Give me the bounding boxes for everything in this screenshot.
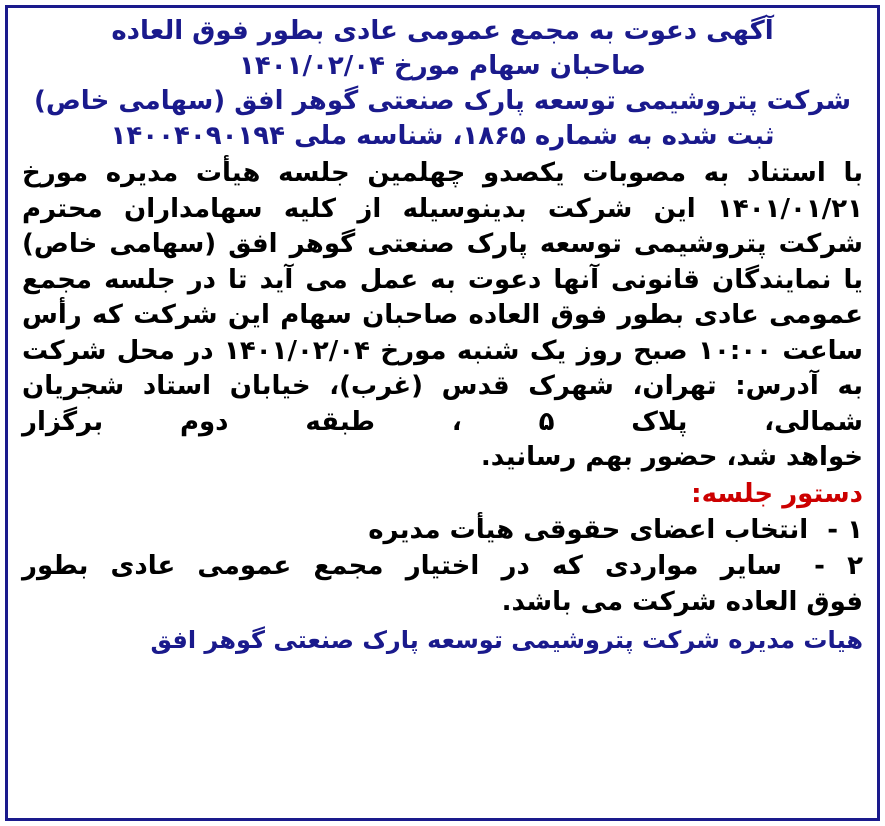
heading-registration: ثبت شده به شماره ۱۸۶۵، شناسه ملی ۱۴۰۰۴۰۹۰۱۹۴ xyxy=(110,121,775,151)
agenda-title: دستور جلسه: xyxy=(691,478,863,509)
invitation-closing: خواهد شد، حضور بهم رسانید. xyxy=(480,442,863,472)
agenda-item-text: انتخاب اعضای حقوقی هیأت مدیره xyxy=(368,514,809,545)
heading-date: صاحبان سهام مورخ ۱۴۰۱/۰۲/۰۴ xyxy=(239,51,646,81)
board-signature: هیات مدیره شرکت پتروشیمی توسعه پارک صنعتی گوهر افق xyxy=(150,625,863,654)
agenda-item-2-continuation: فوق العاده شرکت می باشد. xyxy=(501,586,863,617)
invitation-text: با استناد به مصوبات یکصدو چهلمین جلسه هیأت مدیره مورخ ۱۴۰۱/۰۱/۲۱ این شرکت بدینوسیله از کلیه سهامداران محترم شرکت پتروشیمی توسعه پارک صنعتی گوهر افق (سهامی خاص) یا نمایندگان قانونی آنها دعوت به عمل می آید تا در جلسه مجمع عمومی عادی بطور فوق العاده صاحبان سهام این شرکت که رأس ساعت ۱۰:۰۰ صبح روز یک شنبه مورخ ۱۴۰۱/۰۲/۰۴ در محل شرکت به آدرس: تهران، شهرک قدس (غرب)، خیابان استاد شجریان شمالی، پلاک ۵ ، طبقه دوم برگزار xyxy=(22,158,864,437)
agenda-item-number: ۲ - xyxy=(814,550,863,581)
invitation-paragraph xyxy=(22,156,863,476)
agenda-item-1 xyxy=(22,512,863,548)
heading-company: شرکت پتروشیمی توسعه پارک صنعتی گوهر افق (سهامی خاص) xyxy=(33,86,852,116)
agenda-item-2 xyxy=(22,548,863,584)
notice-heading xyxy=(22,14,863,154)
notice-frame xyxy=(5,5,880,821)
agenda-item-text: سایر مواردی که در اختیار مجمع عمومی عادی بطور xyxy=(22,550,782,581)
heading-title: آگهی دعوت به مجمع عمومی عادی بطور فوق العاده xyxy=(111,16,774,46)
agenda-item-number: ۱ - xyxy=(827,514,863,545)
